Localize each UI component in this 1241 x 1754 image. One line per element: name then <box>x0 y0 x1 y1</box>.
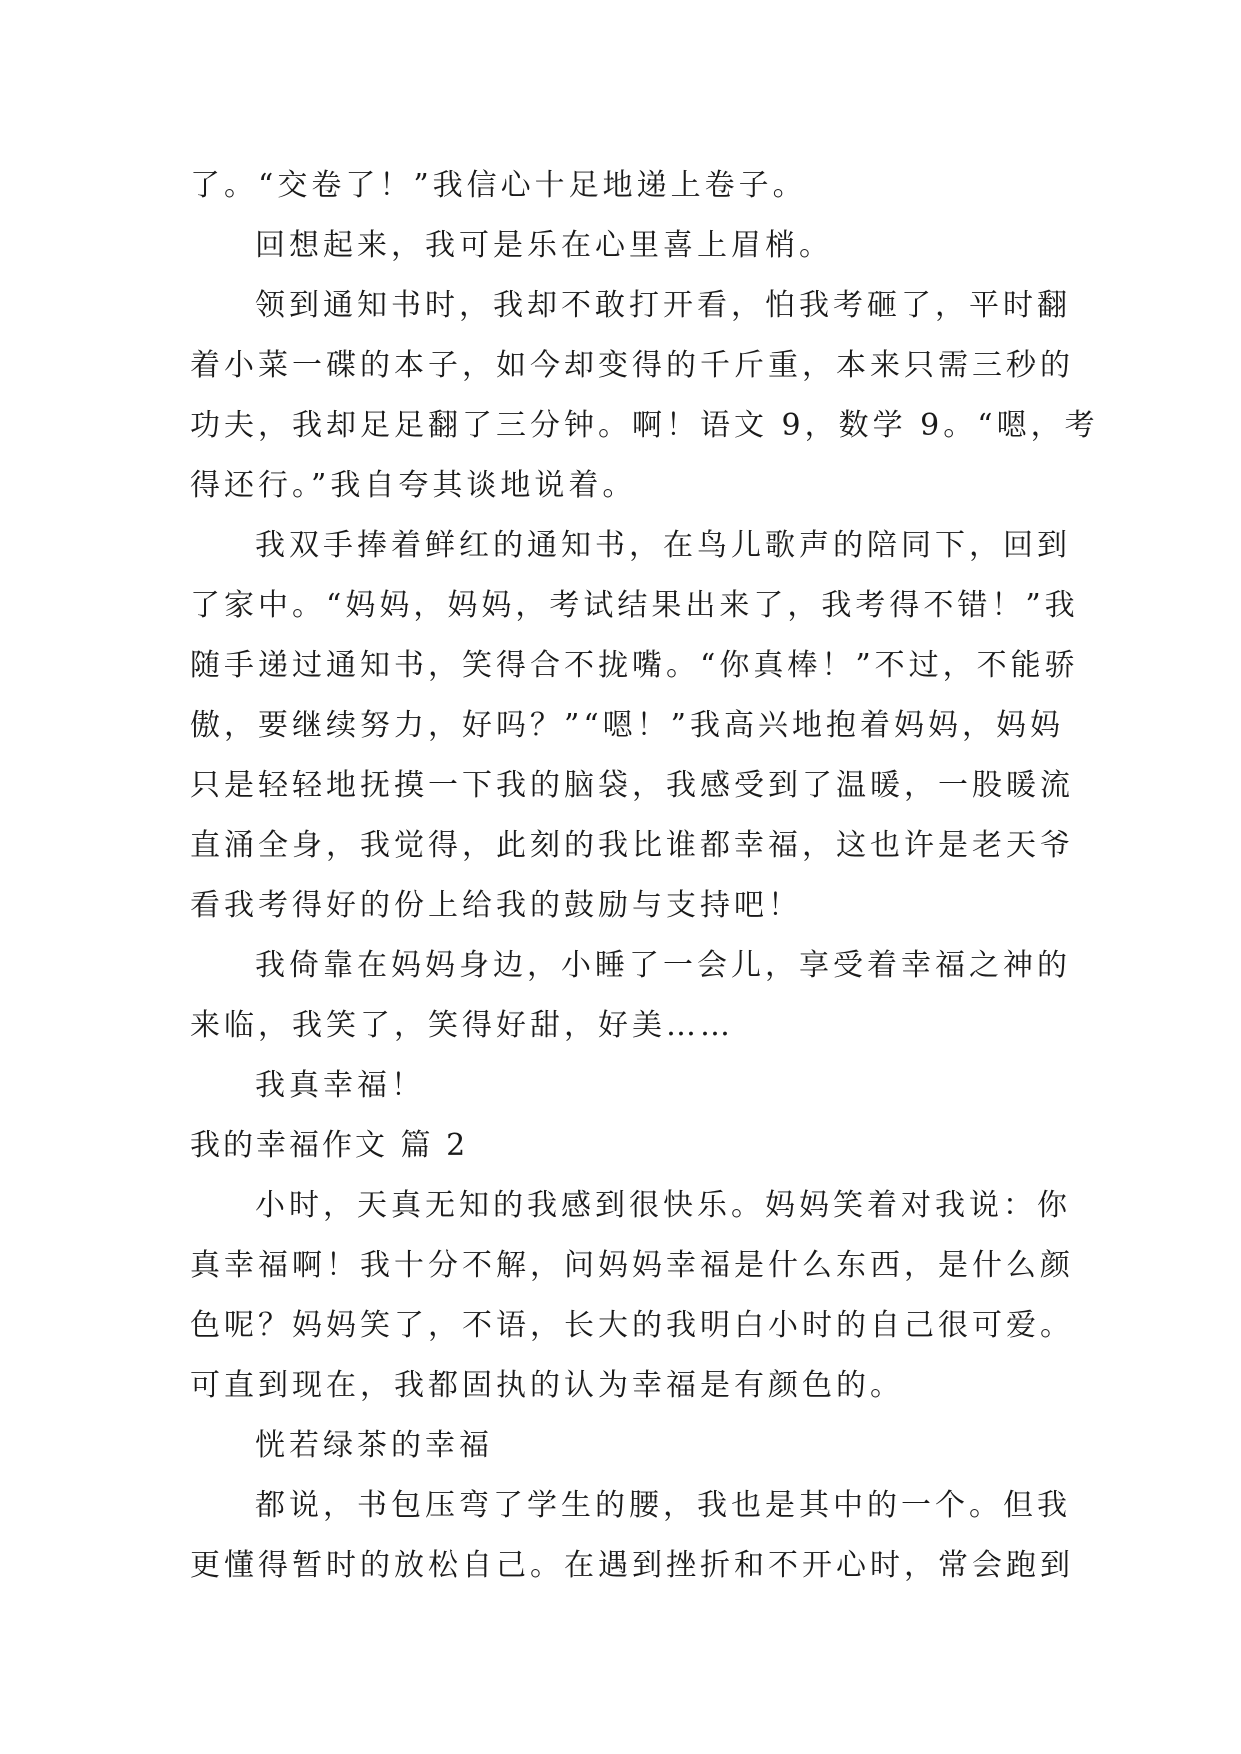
text-line: 可直到现在，我都固执的认为幸福是有颜色的。 <box>190 1368 904 1403</box>
text-line: 傲，要继续努力，好吗？”“嗯！”我高兴地抱着妈妈，妈妈 <box>190 708 1065 743</box>
text-line: 得还行。”我自夸其谈地说着。 <box>190 468 637 503</box>
text-line: 了家中。“妈妈，妈妈，考试结果出来了，我考得不错！”我 <box>190 588 1079 623</box>
text-line: 真幸福啊！我十分不解，问妈妈幸福是什么东西，是什么颜 <box>190 1248 1074 1283</box>
text-line: 功夫，我却足足翻了三分钟。啊！语文 9，数学 9。“嗯，考 <box>190 408 1099 443</box>
text-line: 了。“交卷了！”我信心十足地递上卷子。 <box>190 168 807 203</box>
text-line: 直涌全身，我觉得，此刻的我比谁都幸福，这也许是老天爷 <box>190 828 1074 863</box>
text-line: 着小菜一碟的本子，如今却变得的千斤重，本来只需三秒的 <box>190 348 1074 383</box>
text-line: 来临，我笑了，笑得好甜，好美…… <box>190 1008 734 1043</box>
text-line: 都说，书包压弯了学生的腰，我也是其中的一个。但我 <box>255 1488 1071 1523</box>
text-line: 色呢？妈妈笑了，不语，长大的我明白小时的自己很可爱。 <box>190 1308 1074 1343</box>
text-line: 更懂得暂时的放松自己。在遇到挫折和不开心时，常会跑到 <box>190 1548 1074 1583</box>
text-line: 看我考得好的份上给我的鼓励与支持吧！ <box>190 888 802 923</box>
text-line: 回想起来，我可是乐在心里喜上眉梢。 <box>255 228 833 263</box>
text-line: 随手递过通知书，笑得合不拢嘴。“你真棒！”不过，不能骄 <box>190 648 1079 683</box>
text-line: 领到通知书时，我却不敢打开看，怕我考砸了，平时翻 <box>255 288 1071 323</box>
section-heading: 我的幸福作文 篇 2 <box>190 1128 469 1163</box>
subheading: 恍若绿茶的幸福 <box>255 1428 493 1463</box>
text-line: 只是轻轻地抚摸一下我的脑袋，我感受到了温暖，一股暖流 <box>190 768 1074 803</box>
text-line: 我双手捧着鲜红的通知书，在鸟儿歌声的陪同下，回到 <box>255 528 1071 563</box>
text-line: 我真幸福！ <box>255 1068 425 1103</box>
text-line: 我倚靠在妈妈身边，小睡了一会儿，享受着幸福之神的 <box>255 948 1071 983</box>
text-line: 小时，天真无知的我感到很快乐。妈妈笑着对我说：你 <box>255 1188 1071 1223</box>
